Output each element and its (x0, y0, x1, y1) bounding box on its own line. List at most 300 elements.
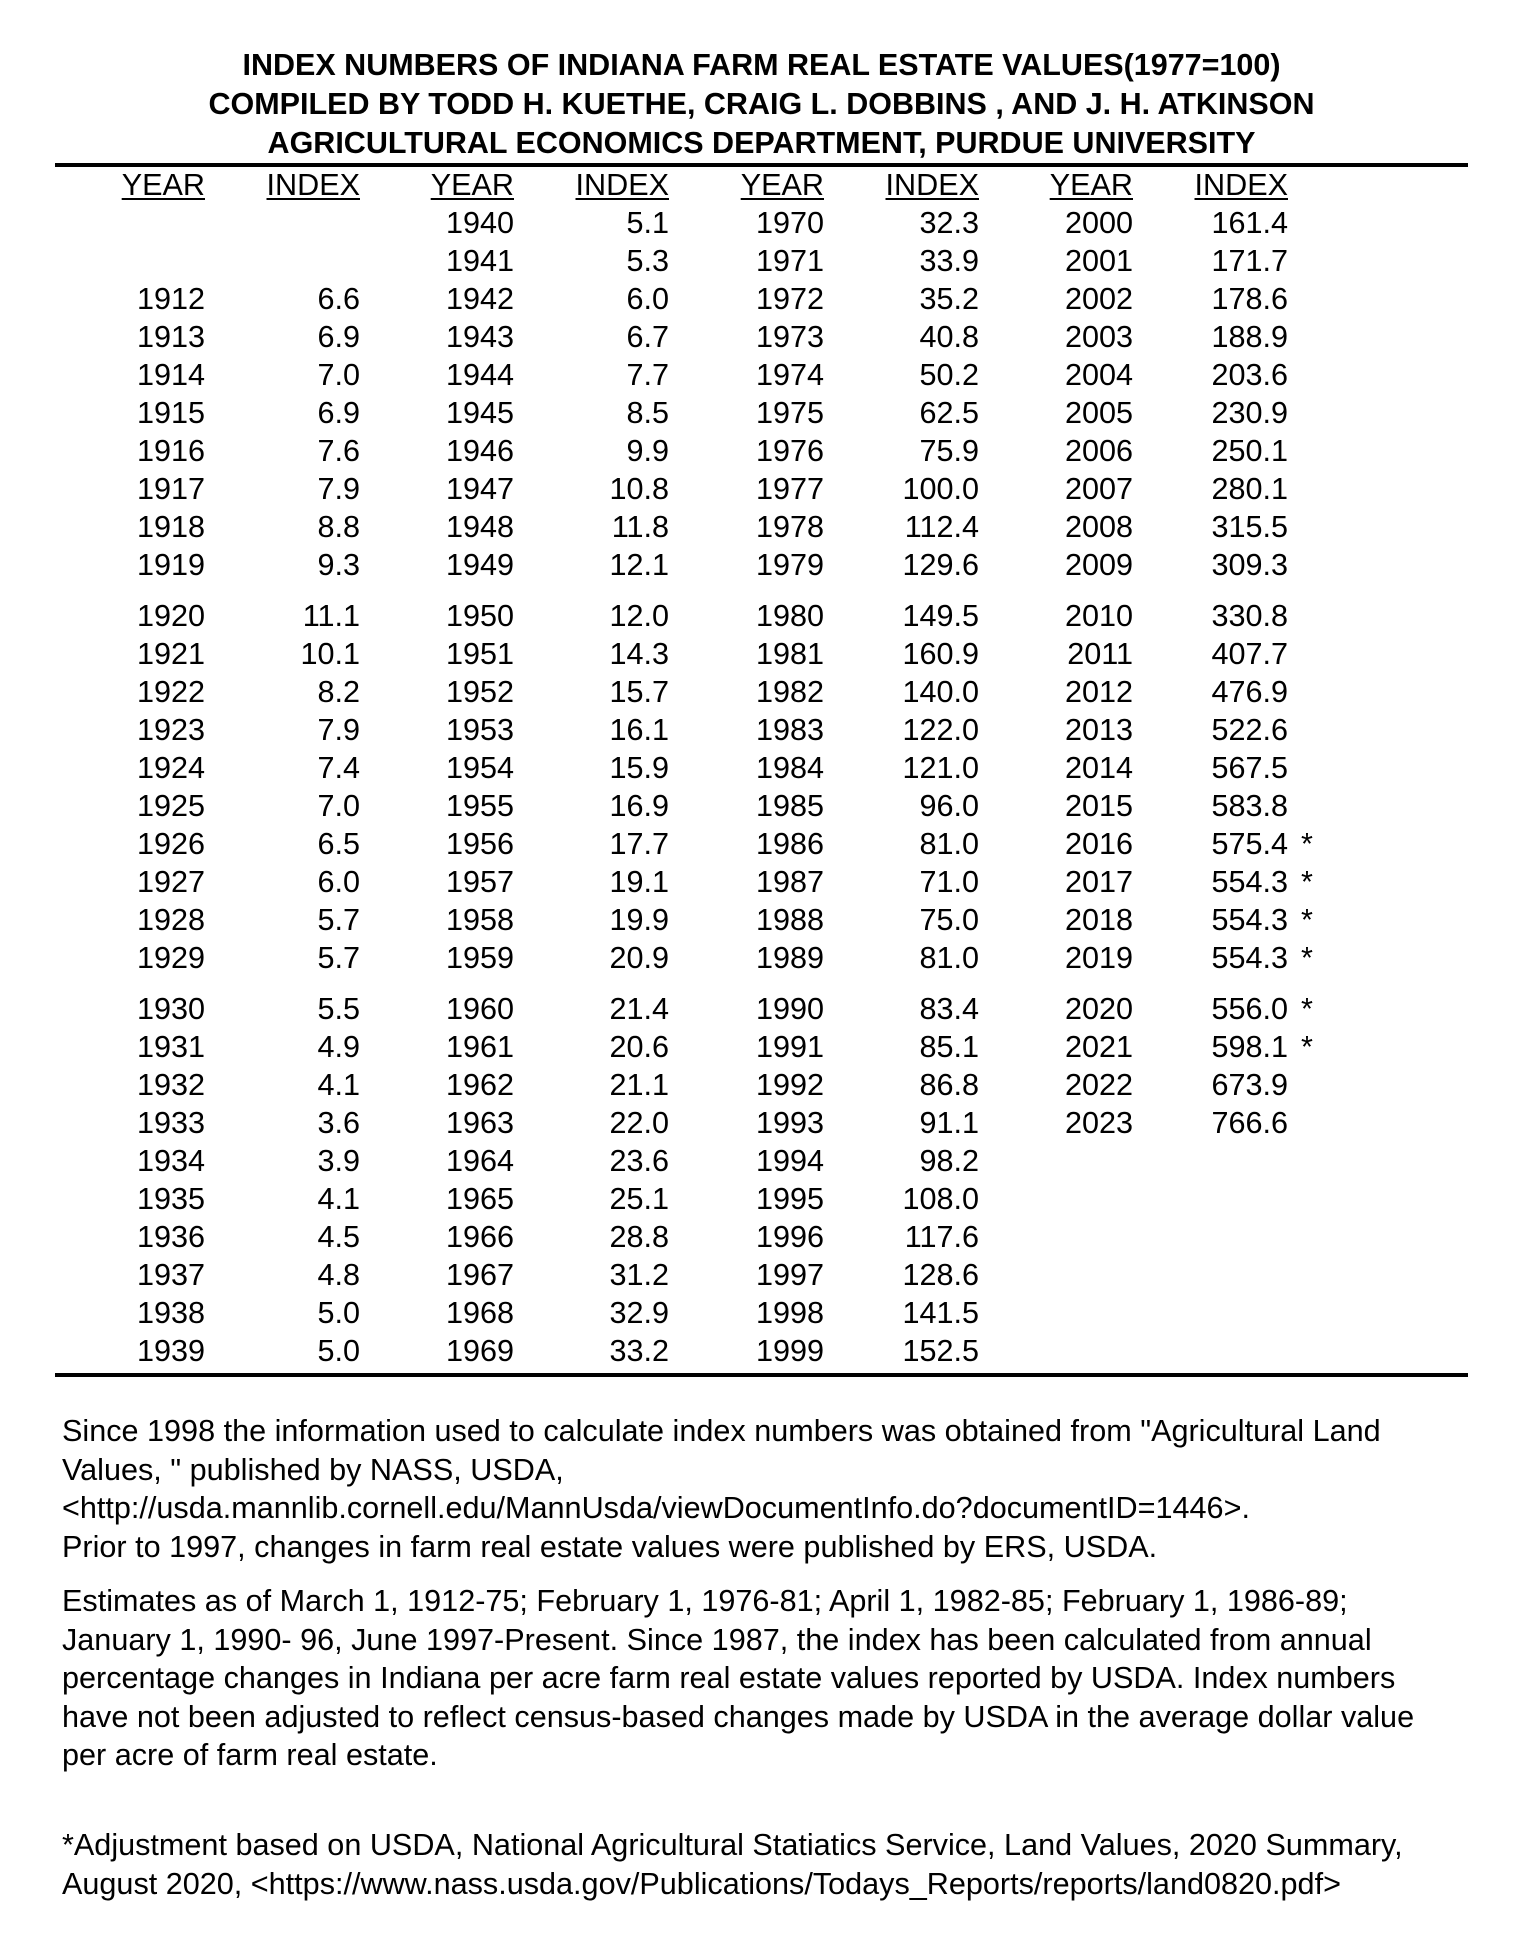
index-cell: 12.1 (609, 548, 669, 582)
year-cell: 1920 (136, 599, 205, 633)
table-row (1049, 356, 1319, 394)
table-row (740, 1332, 1010, 1370)
table-row (740, 635, 1010, 673)
index-cell: 108.0 (902, 1182, 979, 1216)
index-cell: 21.4 (609, 992, 669, 1026)
index-cell: 35.2 (919, 282, 979, 316)
year-cell: 1964 (445, 1144, 514, 1178)
table-row (1049, 939, 1319, 977)
year-cell: 1931 (136, 1030, 205, 1064)
table-row (430, 508, 700, 546)
header-row (740, 166, 1010, 204)
year-cell: 1971 (755, 244, 824, 278)
table-row (740, 990, 1010, 1028)
table-row (430, 318, 700, 356)
year-cell: 1929 (136, 941, 205, 975)
index-cell: 9.3 (317, 548, 360, 582)
table-row (430, 1180, 700, 1218)
table-row (121, 787, 391, 825)
table-row (430, 1066, 700, 1104)
table-row (121, 1142, 391, 1180)
year-cell: 1968 (445, 1296, 514, 1330)
year-header: YEAR (430, 168, 514, 202)
year-cell: 1999 (755, 1334, 824, 1368)
adjustment-asterisk: * (1301, 941, 1313, 975)
year-cell: 1918 (136, 510, 205, 544)
index-cell: 17.7 (609, 827, 669, 861)
table-row (430, 280, 700, 318)
year-cell: 1960 (445, 992, 514, 1026)
index-cell: 7.9 (317, 472, 360, 506)
index-cell: 16.1 (609, 713, 669, 747)
index-cell: 20.6 (609, 1030, 669, 1064)
index-cell: 6.0 (317, 865, 360, 899)
year-cell: 1984 (755, 751, 824, 785)
table-row (430, 546, 700, 584)
year-cell: 1934 (136, 1144, 205, 1178)
year-cell: 2016 (1064, 827, 1133, 861)
index-cell: 6.7 (626, 320, 669, 354)
index-cell: 11.8 (611, 510, 669, 544)
index-cell: 5.1 (626, 206, 669, 240)
year-cell: 1913 (136, 320, 205, 354)
index-cell: 128.6 (902, 1258, 979, 1292)
year-cell: 2023 (1064, 1106, 1133, 1140)
index-cell: 14.3 (609, 637, 669, 671)
year-cell: 1970 (755, 206, 824, 240)
year-cell: 2004 (1064, 358, 1133, 392)
year-cell: 1978 (755, 510, 824, 544)
text-line: Prior to 1997, changes in farm real estate values were published by ERS, USDA. (62, 1529, 1158, 1564)
index-cell: 75.0 (919, 903, 979, 937)
index-cell: 19.1 (609, 865, 669, 899)
table-row (1049, 508, 1319, 546)
year-cell: 1965 (445, 1182, 514, 1216)
source-note-paragraph (62, 1412, 1381, 1566)
table-row (430, 394, 700, 432)
index-cell: 7.4 (317, 751, 360, 785)
year-cell: 1949 (445, 548, 514, 582)
table-row (121, 280, 391, 318)
table-row (121, 597, 391, 635)
text-line: have not been adjusted to reflect census-based changes made by USDA in the average dollar value (62, 1699, 1415, 1734)
table-row (430, 204, 700, 242)
column-group-2 (430, 166, 700, 1372)
index-cell: 15.9 (609, 751, 669, 785)
index-cell: 91.1 (919, 1106, 979, 1140)
index-cell: 4.9 (317, 1030, 360, 1064)
index-cell: 117.6 (904, 1220, 979, 1254)
header-row (121, 166, 391, 204)
index-cell: 19.9 (609, 903, 669, 937)
year-cell: 1926 (136, 827, 205, 861)
index-cell: 407.7 (1211, 637, 1288, 671)
table-row (430, 673, 700, 711)
index-cell: 8.8 (317, 510, 360, 544)
year-cell: 1921 (136, 637, 205, 671)
estimates-note-paragraph (62, 1582, 1414, 1775)
index-cell: 7.0 (317, 358, 360, 392)
index-cell: 161.4 (1211, 206, 1288, 240)
year-cell: 1945 (445, 396, 514, 430)
index-cell: 9.9 (626, 434, 669, 468)
table-row (1049, 901, 1319, 939)
table-row (121, 1028, 391, 1066)
table-row (121, 635, 391, 673)
year-header: YEAR (740, 168, 824, 202)
year-cell: 1974 (755, 358, 824, 392)
table-row (121, 825, 391, 863)
index-cell: 129.6 (902, 548, 979, 582)
index-cell: 3.6 (317, 1106, 360, 1140)
table-row (430, 711, 700, 749)
index-cell: 86.8 (919, 1068, 979, 1102)
index-cell: 62.5 (919, 396, 979, 430)
year-cell: 1915 (136, 396, 205, 430)
adjustment-asterisk: * (1301, 903, 1313, 937)
index-cell: 6.5 (317, 827, 360, 861)
index-cell: 112.4 (904, 510, 979, 544)
index-cell: 10.1 (300, 637, 360, 671)
table-row (1049, 242, 1319, 280)
table-row (1049, 990, 1319, 1028)
year-cell: 1932 (136, 1068, 205, 1102)
table-row (121, 546, 391, 584)
year-cell: 1961 (445, 1030, 514, 1064)
index-cell: 203.6 (1211, 358, 1288, 392)
index-cell: 22.0 (609, 1106, 669, 1140)
index-cell: 7.7 (626, 358, 669, 392)
table-row (430, 901, 700, 939)
text-line: per acre of farm real estate. (62, 1738, 438, 1772)
year-cell: 1973 (755, 320, 824, 354)
table-row (740, 204, 1010, 242)
index-cell: 20.9 (609, 941, 669, 975)
year-cell: 1957 (445, 865, 514, 899)
table-row (1049, 1066, 1319, 1104)
year-cell: 1952 (445, 675, 514, 709)
table-row (121, 901, 391, 939)
adjustment-asterisk: * (1301, 865, 1313, 899)
table-row (430, 1294, 700, 1332)
year-cell: 1946 (445, 434, 514, 468)
table-row (121, 1104, 391, 1142)
table-row (430, 1332, 700, 1370)
text-line: Estimates as of March 1, 1912-75; February 1, 1976-81; April 1, 1982-85; February 1, 1986-89; (62, 1584, 1348, 1618)
index-cell: 83.4 (919, 992, 979, 1026)
table-row (740, 546, 1010, 584)
year-cell: 1990 (755, 992, 824, 1026)
column-group-4 (1049, 166, 1319, 1372)
index-cell: 188.9 (1211, 320, 1288, 354)
year-cell: 2019 (1064, 941, 1133, 975)
table-row (740, 711, 1010, 749)
table-row (740, 1294, 1010, 1332)
year-cell: 1982 (755, 675, 824, 709)
table-row (740, 749, 1010, 787)
table-row (121, 394, 391, 432)
year-cell: 1986 (755, 827, 824, 861)
year-cell: 1966 (445, 1220, 514, 1254)
table-row (740, 1256, 1010, 1294)
table-row (121, 1332, 391, 1370)
index-cell: 96.0 (919, 789, 979, 823)
year-cell: 2018 (1064, 903, 1133, 937)
year-cell: 1983 (755, 713, 824, 747)
text-line: January 1, 1990- 96, June 1997-Present. Since 1987, the index has been calculated from annual (62, 1622, 1372, 1657)
adjustment-asterisk: * (1301, 1030, 1313, 1064)
year-cell: 1962 (445, 1068, 514, 1102)
year-cell: 1989 (755, 941, 824, 975)
index-cell: 280.1 (1211, 472, 1288, 506)
year-cell: 1950 (445, 599, 514, 633)
table-row (740, 597, 1010, 635)
table-row (740, 1218, 1010, 1256)
index-header: INDEX (266, 168, 360, 202)
table-row (1049, 635, 1319, 673)
index-cell: 4.1 (317, 1068, 360, 1102)
table-row (740, 787, 1010, 825)
table-row (121, 1294, 391, 1332)
index-header: INDEX (575, 168, 669, 202)
index-cell: 554.3 (1211, 941, 1288, 975)
table-row (1049, 204, 1319, 242)
index-cell: 50.2 (919, 358, 979, 392)
index-cell: 554.3 (1211, 865, 1288, 899)
year-cell: 1988 (755, 903, 824, 937)
table-row (430, 787, 700, 825)
table-row (1049, 787, 1319, 825)
year-cell: 1953 (445, 713, 514, 747)
index-header: INDEX (1194, 168, 1288, 202)
year-cell: 1922 (136, 675, 205, 709)
index-cell: 122.0 (902, 713, 979, 747)
adjustment-footnote (62, 1826, 1403, 1903)
year-cell: 2009 (1064, 548, 1133, 582)
table-row (121, 508, 391, 546)
index-cell: 32.3 (919, 206, 979, 240)
index-cell: 11.1 (302, 599, 360, 633)
title-line-3: AGRICULTURAL ECONOMICS DEPARTMENT, PURDUE UNIVERSITY (267, 125, 1256, 160)
year-cell: 1981 (755, 637, 824, 671)
table-row (121, 318, 391, 356)
index-cell: 309.3 (1211, 548, 1288, 582)
table-row (121, 749, 391, 787)
index-cell: 10.8 (609, 472, 669, 506)
year-cell: 1942 (445, 282, 514, 316)
year-cell: 1947 (445, 472, 514, 506)
index-cell: 12.0 (609, 599, 669, 633)
year-cell: 1998 (755, 1296, 824, 1330)
year-cell: 1928 (136, 903, 205, 937)
index-cell: 250.1 (1211, 434, 1288, 468)
year-cell: 1923 (136, 713, 205, 747)
table-row (740, 394, 1010, 432)
table-row (121, 1180, 391, 1218)
year-cell: 1912 (136, 282, 205, 316)
table-row (121, 470, 391, 508)
year-cell: 2013 (1064, 713, 1133, 747)
index-cell: 16.9 (609, 789, 669, 823)
year-cell: 2020 (1064, 992, 1133, 1026)
table-row (430, 432, 700, 470)
year-cell: 1919 (136, 548, 205, 582)
index-cell: 100.0 (902, 472, 979, 506)
table-row (740, 863, 1010, 901)
year-cell: 1940 (445, 206, 514, 240)
index-cell: 160.9 (902, 637, 979, 671)
index-cell: 583.8 (1211, 789, 1288, 823)
year-cell: 2007 (1064, 472, 1133, 506)
table-row (430, 939, 700, 977)
table-row (1049, 280, 1319, 318)
year-cell: 1917 (136, 472, 205, 506)
index-cell: 152.5 (902, 1334, 979, 1368)
year-cell: 1937 (136, 1258, 205, 1292)
index-cell: 5.3 (626, 244, 669, 278)
year-cell: 1925 (136, 789, 205, 823)
index-cell: 230.9 (1211, 396, 1288, 430)
year-cell: 1996 (755, 1220, 824, 1254)
year-cell: 2006 (1064, 434, 1133, 468)
year-cell: 1938 (136, 1296, 205, 1330)
year-cell: 1914 (136, 358, 205, 392)
table-row (1049, 749, 1319, 787)
table-row (740, 673, 1010, 711)
year-cell: 2005 (1064, 396, 1133, 430)
index-cell: 81.0 (919, 941, 979, 975)
bottom-rule (55, 1373, 1468, 1377)
table-row (740, 1104, 1010, 1142)
year-cell: 2015 (1064, 789, 1133, 823)
index-cell: 4.5 (317, 1220, 360, 1254)
table-row (430, 1028, 700, 1066)
index-cell: 23.6 (609, 1144, 669, 1178)
table-row (121, 711, 391, 749)
year-cell: 1959 (445, 941, 514, 975)
year-cell: 2002 (1064, 282, 1133, 316)
table-row (740, 318, 1010, 356)
text-line: Values, " published by NASS, USDA, (62, 1452, 564, 1487)
year-cell: 1992 (755, 1068, 824, 1102)
table-row (1049, 673, 1319, 711)
year-cell: 1997 (755, 1258, 824, 1292)
index-cell: 766.6 (1211, 1106, 1288, 1140)
table-row (430, 825, 700, 863)
text-line: percentage changes in Indiana per acre farm real estate values reported by USDA. Index numbers (62, 1661, 1396, 1695)
index-cell: 7.9 (317, 713, 360, 747)
table-row (121, 673, 391, 711)
year-cell: 1972 (755, 282, 824, 316)
text-line: *Adjustment based on USDA, National Agricultural Statiatics Service, Land Values, 2020 Summary, (62, 1828, 1403, 1862)
table-row (430, 990, 700, 1028)
index-cell: 40.8 (919, 320, 979, 354)
table-row (121, 432, 391, 470)
adjustment-asterisk: * (1301, 992, 1313, 1026)
table-row (1049, 318, 1319, 356)
table-row (430, 356, 700, 394)
year-cell: 1951 (445, 637, 514, 671)
index-cell: 81.0 (919, 827, 979, 861)
table-row (1049, 597, 1319, 635)
index-cell: 21.1 (609, 1068, 669, 1102)
column-group-1 (121, 166, 391, 1372)
table-row (430, 597, 700, 635)
table-row (121, 1066, 391, 1104)
text-line: <http://usda.mannlib.cornell.edu/MannUsda/viewDocumentInfo.do?documentID=1446>. (62, 1491, 1250, 1525)
year-cell: 1976 (755, 434, 824, 468)
year-cell: 2010 (1064, 599, 1133, 633)
index-cell: 5.0 (317, 1296, 360, 1330)
table-row (1049, 470, 1319, 508)
table-row (740, 280, 1010, 318)
table-row (740, 356, 1010, 394)
year-cell: 1956 (445, 827, 514, 861)
index-cell: 4.1 (317, 1182, 360, 1216)
year-cell: 1979 (755, 548, 824, 582)
table-row (740, 242, 1010, 280)
text-line: August 2020, <https://www.nass.usda.gov/Publications/Todays_Reports/reports/land0820.pdf> (62, 1866, 1341, 1901)
index-cell: 5.5 (317, 992, 360, 1026)
table-row (1049, 863, 1319, 901)
year-cell: 1958 (445, 903, 514, 937)
year-cell: 2008 (1064, 510, 1133, 544)
table-row (430, 863, 700, 901)
index-cell: 98.2 (919, 1144, 979, 1178)
year-cell: 1969 (445, 1334, 514, 1368)
index-cell: 85.1 (919, 1030, 979, 1064)
year-cell: 1954 (445, 751, 514, 785)
year-cell: 2003 (1064, 320, 1133, 354)
year-cell: 1991 (755, 1030, 824, 1064)
year-cell: 1994 (755, 1144, 824, 1178)
year-cell: 2011 (1067, 637, 1133, 671)
year-header: YEAR (1049, 168, 1133, 202)
title-line-1: INDEX NUMBERS OF INDIANA FARM REAL ESTATE VALUES(1977=100) (242, 48, 1281, 82)
table-row (121, 356, 391, 394)
column-group-3 (740, 166, 1010, 1372)
year-cell: 1939 (136, 1334, 205, 1368)
year-cell: 1987 (755, 865, 824, 899)
header-row (1049, 166, 1319, 204)
index-cell: 315.5 (1211, 510, 1288, 544)
table-row (121, 863, 391, 901)
year-cell: 1933 (136, 1106, 205, 1140)
index-cell: 33.9 (919, 244, 979, 278)
index-cell: 141.5 (902, 1296, 979, 1330)
index-cell: 7.0 (317, 789, 360, 823)
index-cell: 3.9 (317, 1144, 360, 1178)
table-row (1049, 394, 1319, 432)
document-title (55, 46, 1468, 162)
index-cell: 6.0 (626, 282, 669, 316)
table-row (740, 901, 1010, 939)
table-row (430, 1218, 700, 1256)
year-cell: 1980 (755, 599, 824, 633)
index-cell: 8.5 (626, 396, 669, 430)
table-row (1049, 1104, 1319, 1142)
index-cell: 522.6 (1211, 713, 1288, 747)
index-cell: 5.0 (317, 1334, 360, 1368)
table-row (121, 1256, 391, 1294)
year-cell: 1930 (136, 992, 205, 1026)
index-cell: 5.7 (317, 941, 360, 975)
year-cell: 2000 (1064, 206, 1133, 240)
table-row (740, 508, 1010, 546)
index-cell: 15.7 (609, 675, 669, 709)
year-cell: 1993 (755, 1106, 824, 1140)
adjustment-asterisk: * (1301, 827, 1313, 861)
